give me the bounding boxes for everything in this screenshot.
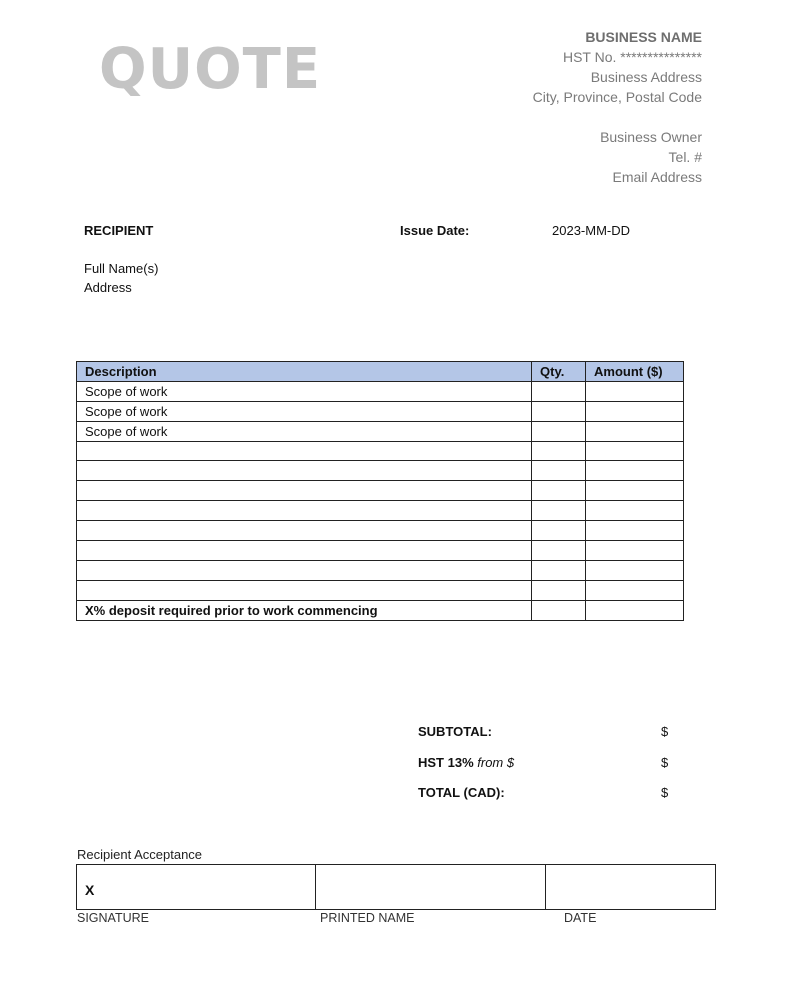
description-header: Description [77, 362, 532, 382]
business-email: Email Address [612, 169, 702, 185]
description-cell[interactable] [77, 580, 532, 600]
deposit-note: X% deposit required prior to work commencing [77, 600, 532, 620]
qty-cell[interactable] [532, 401, 586, 421]
table-row [77, 481, 684, 501]
date-caption: DATE [564, 911, 597, 925]
recipient-full-name: Full Name(s) [84, 261, 159, 276]
qty-cell [532, 600, 586, 620]
signature-mark: X [85, 882, 95, 898]
acceptance-divider [315, 864, 316, 910]
total-label: TOTAL (CAD): [418, 785, 505, 800]
amount-header: Amount ($) [586, 362, 684, 382]
amount-cell[interactable] [586, 481, 684, 501]
table-row [77, 461, 684, 481]
business-name: BUSINESS NAME [585, 29, 702, 45]
subtotal-value: $ [661, 724, 669, 739]
business-city-line: City, Province, Postal Code [532, 89, 702, 105]
line-items-table [76, 361, 684, 621]
hst-number: HST No. *************** [562, 49, 702, 65]
issue-date-value: 2023-MM-DD [552, 223, 631, 238]
recipient-address: Address [84, 280, 132, 295]
amount-cell[interactable] [586, 401, 684, 421]
acceptance-divider [545, 864, 546, 910]
qty-cell[interactable] [532, 521, 586, 541]
amount-cell[interactable] [586, 580, 684, 600]
qty-cell[interactable] [532, 481, 586, 501]
table-row [77, 560, 684, 580]
table-row [77, 521, 684, 541]
amount-cell[interactable] [586, 421, 684, 441]
table-row [77, 501, 684, 521]
business-tel: Tel. # [668, 149, 702, 165]
description-cell[interactable] [77, 441, 532, 461]
issue-date-label: Issue Date: [400, 223, 470, 238]
hst-from: from $ [477, 755, 515, 770]
qty-cell[interactable] [532, 541, 586, 561]
qty-cell[interactable] [532, 461, 586, 481]
qty-cell[interactable] [532, 421, 586, 441]
amount-cell[interactable] [586, 521, 684, 541]
description-cell[interactable] [77, 501, 532, 521]
amount-cell[interactable] [586, 541, 684, 561]
table-row [77, 441, 684, 461]
deposit-row [77, 600, 684, 620]
table-row [77, 381, 684, 401]
amount-cell[interactable] [586, 560, 684, 580]
business-owner: Business Owner [600, 129, 702, 145]
qty-cell[interactable] [532, 560, 586, 580]
description-cell[interactable]: Scope of work [77, 381, 532, 401]
table-row [77, 580, 684, 600]
business-address: Business Address [590, 69, 702, 85]
hst-rate: HST 13% [418, 755, 474, 770]
table-row [77, 541, 684, 561]
total-value: $ [661, 785, 669, 800]
description-cell[interactable] [77, 461, 532, 481]
acceptance-box [76, 864, 716, 910]
recipient-label: RECIPIENT [84, 223, 154, 238]
page-title: QUOTE [99, 37, 322, 102]
table-header-row [77, 362, 684, 382]
amount-cell[interactable] [586, 501, 684, 521]
signature-caption: SIGNATURE [77, 911, 149, 925]
amount-cell[interactable] [586, 441, 684, 461]
description-cell[interactable] [77, 541, 532, 561]
amount-cell[interactable] [586, 461, 684, 481]
business-info [533, 27, 702, 187]
subtotal-label: SUBTOTAL: [418, 724, 492, 739]
qty-cell[interactable] [532, 381, 586, 401]
description-cell[interactable] [77, 481, 532, 501]
qty-header: Qty. [532, 362, 586, 382]
description-cell[interactable] [77, 560, 532, 580]
qty-cell[interactable] [532, 501, 586, 521]
amount-cell [586, 600, 684, 620]
qty-cell[interactable] [532, 441, 586, 461]
qty-cell[interactable] [532, 580, 586, 600]
recipient-details [84, 259, 158, 297]
amount-cell[interactable] [586, 381, 684, 401]
description-cell[interactable]: Scope of work [77, 401, 532, 421]
hst-label [418, 755, 514, 770]
table-row [77, 401, 684, 421]
description-cell[interactable]: Scope of work [77, 421, 532, 441]
hst-value: $ [661, 755, 669, 770]
description-cell[interactable] [77, 521, 532, 541]
printed-name-caption: PRINTED NAME [320, 911, 415, 925]
table-row [77, 421, 684, 441]
acceptance-label: Recipient Acceptance [77, 847, 203, 862]
